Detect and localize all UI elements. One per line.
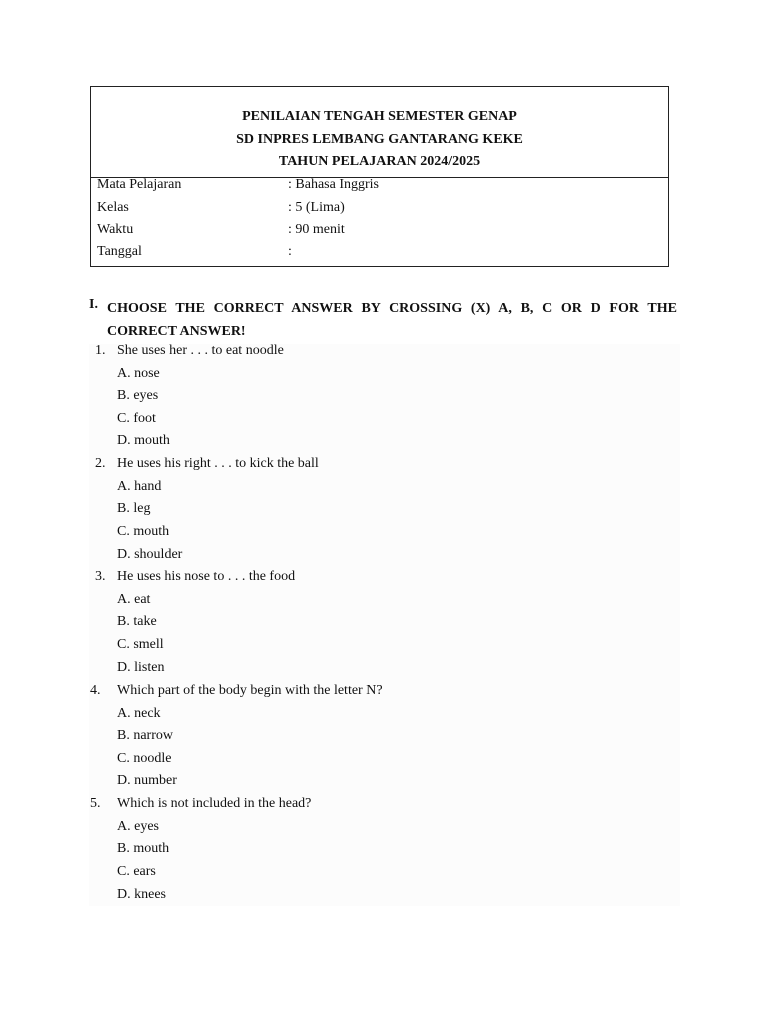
answer-option[interactable]: A. nose: [117, 366, 160, 381]
answer-option[interactable]: A. eat: [117, 592, 151, 607]
info-value-time: : 90 menit: [288, 222, 345, 237]
info-label-date: Tanggal: [97, 244, 142, 259]
info-value-date: :: [288, 244, 292, 259]
question-text: Which part of the body begin with the letter N?: [117, 683, 383, 698]
answer-option[interactable]: B. narrow: [117, 728, 173, 743]
section-number: I.: [89, 297, 98, 312]
answer-option[interactable]: A. neck: [117, 706, 161, 721]
questions-area: [89, 344, 680, 906]
info-label-subject: Mata Pelajaran: [97, 177, 182, 192]
question-number: 3.: [95, 569, 106, 584]
info-value-class: : 5 (Lima): [288, 200, 345, 215]
question-text: He uses his right . . . to kick the ball: [117, 456, 319, 471]
question-text: She uses her . . . to eat noodle: [117, 343, 284, 358]
info-label-time: Waktu: [97, 222, 134, 237]
answer-option[interactable]: D. listen: [117, 660, 165, 675]
question-text: He uses his nose to . . . the food: [117, 569, 296, 584]
info-label-class: Kelas: [97, 200, 129, 215]
answer-option[interactable]: D. shoulder: [117, 547, 183, 562]
exam-title: PENILAIAN TENGAH SEMESTER GENAP: [242, 109, 517, 124]
answer-option[interactable]: A. eyes: [117, 819, 159, 834]
info-value-subject: : Bahasa Inggris: [288, 177, 379, 192]
answer-option[interactable]: B. leg: [117, 501, 151, 516]
question-number: 1.: [95, 343, 106, 358]
question-number: 4.: [90, 683, 101, 698]
exam-header-box: [90, 86, 669, 267]
answer-option[interactable]: C. ears: [117, 864, 156, 879]
answer-option[interactable]: C. noodle: [117, 751, 172, 766]
answer-option[interactable]: B. eyes: [117, 388, 159, 403]
answer-option[interactable]: C. mouth: [117, 524, 170, 539]
section-heading: CHOOSE THE CORRECT ANSWER BY CROSSING (X) A, B, C OR D FOR THE CORRECT ANSWER!: [107, 301, 677, 339]
question-text: Which is not included in the head?: [117, 796, 312, 811]
question-number: 5.: [90, 796, 101, 811]
answer-option[interactable]: C. smell: [117, 637, 164, 652]
answer-option[interactable]: D. number: [117, 773, 177, 788]
answer-option[interactable]: B. mouth: [117, 841, 170, 856]
answer-option[interactable]: A. hand: [117, 479, 162, 494]
answer-option[interactable]: D. knees: [117, 887, 166, 902]
answer-option[interactable]: C. foot: [117, 411, 156, 426]
academic-year: TAHUN PELAJARAN 2024/2025: [278, 154, 481, 169]
school-name: SD INPRES LEMBANG GANTARANG KEKE: [236, 132, 523, 147]
answer-option[interactable]: D. mouth: [117, 433, 170, 448]
question-number: 2.: [95, 456, 106, 471]
answer-option[interactable]: B. take: [117, 614, 157, 629]
